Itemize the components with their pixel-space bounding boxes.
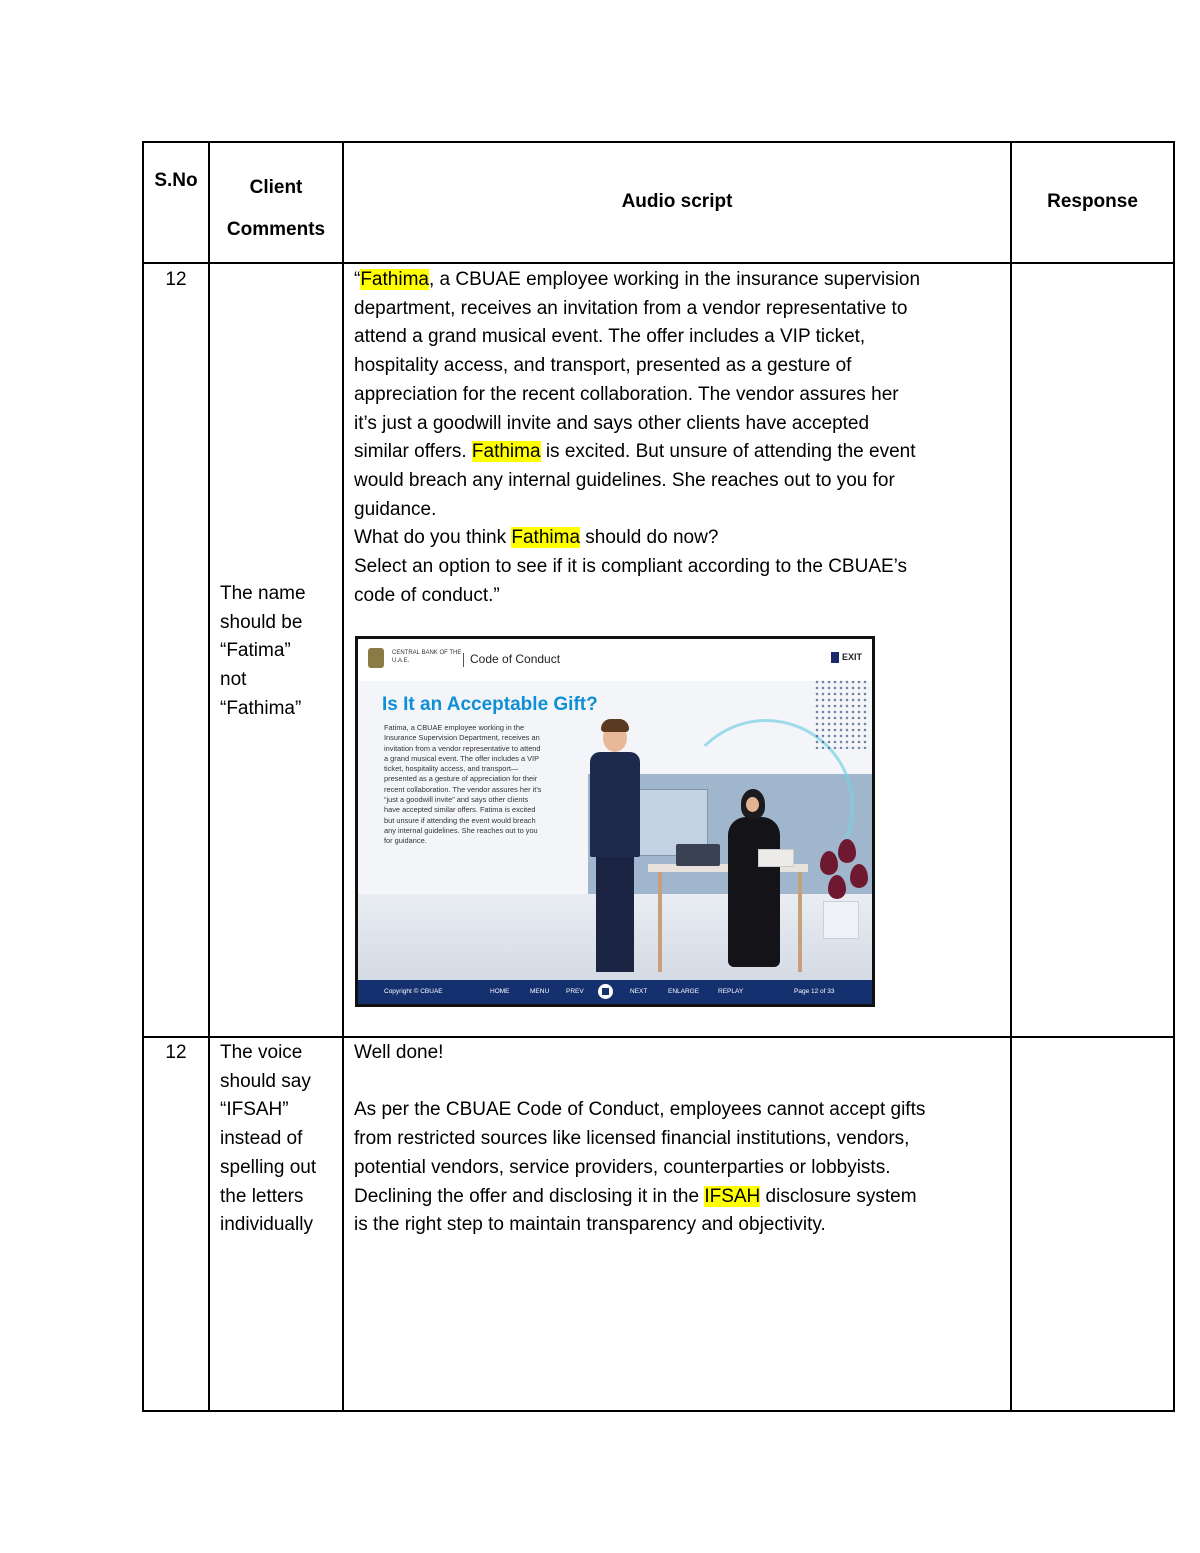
header-sno: S.No [154,170,198,191]
plant-leaf-icon [820,851,838,875]
desk-leg [798,872,802,972]
woman-figure [728,817,780,967]
player-navbar [358,980,872,1004]
comment-line: individually [220,1214,313,1236]
row1-client-comment [220,580,340,724]
man-figure-legs [596,857,634,972]
page-indicator: Page 12 of 33 [794,988,835,995]
row2-client-comment [220,1039,340,1240]
comment-line: instead of [220,1128,303,1150]
comment-line: should be [220,611,303,633]
highlighted-term: IFSAH [704,1185,761,1207]
comment-line: not [220,669,247,691]
woman-face [746,797,759,812]
comment-line: “Fatima” [220,640,291,662]
comment-line: “IFSAH” [220,1099,289,1121]
row1-audio-script: “Fathima, a CBUAE employee working in the insurance supervision department, receives an invitation from a vendor representative to attend a grand musical event. The offer includes a VIP ticket, hospitality access, and transport, presented as a gesture of appreciation for the recent collaboration. The vendor assures her it’s just a goodwill invite and says other clients have accepted similar offers. Fathima is excited. But unsure of attending the event would breach any internal guidelines. She reaches out to you for guidance. What do you think Fathima should do now? Select an option to see if it is compliant according to the CBUAE’s code of conduct.” [354,269,921,606]
exit-icon [831,652,839,663]
replay-button[interactable]: REPLAY [718,988,744,995]
man-figure [590,752,640,857]
header-client-line1: Client [249,177,303,198]
comment-line: “Fathima” [220,697,302,719]
menu-button[interactable]: MENU [530,988,550,995]
highlighted-name: Fathima [360,269,429,290]
comment-line: should say [220,1070,311,1092]
prev-button[interactable]: PREV [566,988,584,995]
header-client-line2: Comments [226,219,326,240]
slide-title: Is It an Acceptable Gift? [382,694,598,715]
course-screenshot [355,636,875,1007]
decorative-dots [814,679,868,749]
books-icon [758,849,794,867]
bank-name: CENTRAL BANK OF THE U.A.E. [392,650,462,664]
col-line-0 [142,141,144,1412]
header-separator [463,653,464,667]
slide-body: Fatima, a CBUAE employee working in the Insurance Supervision Department, receives an invitation from a vendor representative to attend a grand musical event. The offer includes a VIP ticket, hospitality access, and transport—presented as a gesture of appreciation for their recent collaboration. The vendor assures her it’s “just a goodwill invite” and says other clients have accepted similar offers. Fatima is excited but unsure if attending the event would breach any internal guidelines. She reaches out to you for guidance. [384,723,542,846]
col-line-2 [342,141,344,1412]
enlarge-button[interactable]: ENLARGE [668,988,700,995]
col-line-4 [1173,141,1175,1412]
plant-pot [823,901,859,939]
plant-leaf-icon [838,839,856,863]
desk-leg [658,872,662,972]
module-title: Code of Conduct [470,652,561,666]
highlighted-name: Fathima [471,441,541,463]
comment-line: The voice [220,1042,303,1063]
pause-icon[interactable] [598,984,613,999]
comment-line: the letters [220,1185,304,1207]
row2-sno: 12 [165,1042,187,1063]
header-client-comments [210,167,342,251]
copyright: Copyright © CBUAE [384,988,443,995]
header-divider [142,262,1175,264]
exit-button: EXIT [831,652,862,663]
row-divider [142,1036,1175,1038]
row1-sno: 12 [165,269,187,290]
man-hair [601,719,629,732]
header-response: Response [1047,191,1138,212]
row2-audio-script: Well done! As per the CBUAE Code of Conduct, employees cannot accept gifts from restricted sources like licensed financial institutions, vendors, potential vendors, service providers, counterparties or lobbyists. Declining the offer and disclosing it in the IFSAH disclosure system is the right step to maintain transparency and objectivity. [354,1042,926,1236]
screenshot-header [358,639,872,681]
plant-leaf-icon [850,864,868,888]
next-button[interactable]: NEXT [630,988,648,995]
home-button[interactable]: HOME [490,988,510,995]
comment-line: spelling out [220,1156,317,1178]
header-audio-script: Audio script [621,191,733,212]
laptop-icon [676,844,720,866]
table-border-bottom [142,1410,1175,1412]
col-line-3 [1010,141,1012,1412]
uae-emblem-icon [368,648,384,668]
plant-leaf-icon [828,875,846,899]
comment-line: The name [220,583,306,604]
col-line-1 [208,141,210,1412]
table-border-top [142,141,1175,143]
highlighted-name: Fathima [511,527,581,549]
